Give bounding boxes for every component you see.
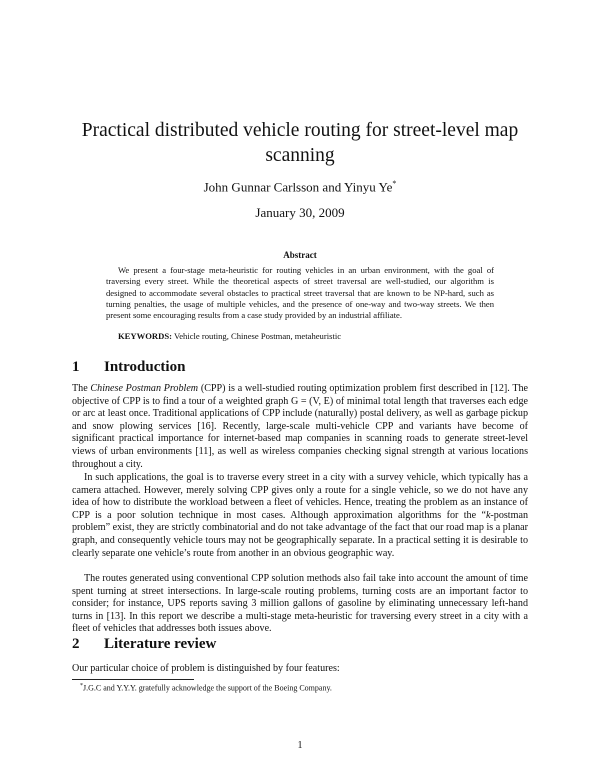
cpp-term: Chinese Postman Problem xyxy=(90,383,199,394)
footnote-mark: * xyxy=(80,683,83,689)
section-heading-literature-review xyxy=(72,636,216,653)
literature-paragraph-1: Our particular choice of problem is distinguished by four features: xyxy=(72,663,340,674)
section-heading-introduction xyxy=(72,359,185,376)
text-run: -postman problem” exist, they are strictly combinatorial and do not take advantage of the fact that our road map is a planar graph, and consequently vehicle tours may not be geographically separate. In a practical setting it is desirable to clearly separate one vehicle’s route from another in an obvious geographic way. xyxy=(72,509,528,559)
intro-paragraph-3: The routes generated using conventional CPP solution methods also fail take into account the amount of time spent turning at street intersections. In large-scale routing problems, turning costs are an important factor to consider; for instance, UPS reports saving 3 million gallons of gasoline by eliminating unnecessary left-hand turns in [13]. In this report we describe a multi-stage meta-heuristic for traversing every street in a city with a fleet of vehicles that addresses both issues above. xyxy=(72,573,528,635)
k-variable: k xyxy=(485,509,491,521)
text-run: In such applications, the goal is to traverse every street in a city with a survey vehicle, which typically has a camera attached. However, merely solving CPP gives only a route for a single vehicle, so we do not have any idea of how to distribute the workload between a fleet of vehicles. Hence, treating the problem as an instance of CPP is a poor solution technique in most cases. Although approximation algorithms for the “ xyxy=(72,472,528,521)
footnote xyxy=(80,683,332,693)
keywords-line xyxy=(118,331,494,342)
keywords-label: KEYWORDS: xyxy=(118,331,172,341)
section-title: Introduction xyxy=(104,359,186,375)
footnote-divider xyxy=(72,679,194,680)
abstract-heading: Abstract xyxy=(283,250,317,260)
section-number: 1 xyxy=(72,359,80,375)
intro-paragraph-1 xyxy=(72,383,528,471)
footnote-text: J.G.C and Y.Y.Y. gratefully acknowledge the support of the Boeing Company. xyxy=(83,683,332,693)
paper-date: January 30, 2009 xyxy=(255,205,345,220)
abstract-text: We present a four-stage meta-heuristic for routing vehicles in an urban environment, with the goal of traversing every street. While the theoretical aspects of street traversal are well-studied, our algorithm is designed to accommodate several obstacles to practical street traversal that are known to be NP-hard, such as turning penalties, the usage of multiple vehicles, and the presence of one-way and two-way streets. We then present some encouraging results from a case study provided by an industrial affiliate. xyxy=(106,265,494,321)
section-number: 2 xyxy=(72,636,80,652)
author-line xyxy=(60,179,540,195)
text-run: (CPP) is a well-studied routing optimization problem first described in [12]. The objective of CPP is to find a tour of a weighted graph G = (V, E) of minimal total length that traverses each edge or arc at least once. Traditional applications of CPP include (naturally) postal delivery, as well as garbage pickup and snow plowing services [16]. Recently, large-scale multi-vehicle CPP and variants have become of significant practical importance for internet-based map companies in scanning roads to generate street-level views of urban environments [11], as well as wireless companies checking signal strength at various locations throughout a city. xyxy=(72,383,529,470)
intro-paragraph-2 xyxy=(72,472,528,560)
authors: John Gunnar Carlsson and Yinyu Ye xyxy=(203,179,393,195)
paper-title: Practical distributed vehicle routing for street-level map scanning xyxy=(81,120,519,166)
page-number: 1 xyxy=(297,740,303,751)
author-footnote-mark[interactable]: * xyxy=(392,179,397,188)
text-run: The xyxy=(72,383,91,394)
keywords-text: Vehicle routing, Chinese Postman, metaheuristic xyxy=(173,331,342,341)
section-title: Literature review xyxy=(104,636,217,652)
